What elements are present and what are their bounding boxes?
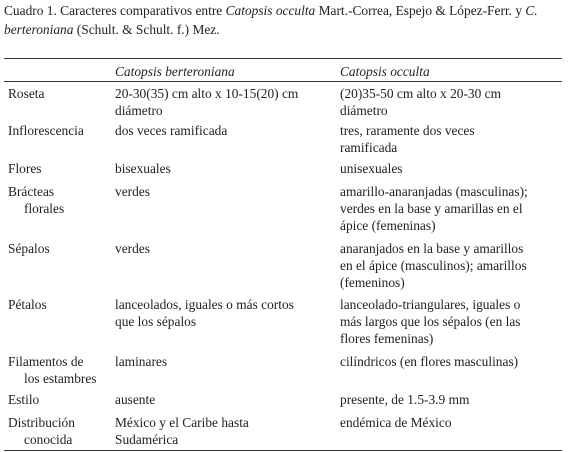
occulta-value-line: verdes en la base y amarillas en el xyxy=(340,201,523,216)
table-top-rule xyxy=(4,58,562,59)
characteristic-line: florales xyxy=(24,201,65,216)
table-caption xyxy=(4,1,564,39)
occulta-value-line: lanceolado-triangulares, iguales o xyxy=(340,297,521,312)
occulta-value-line: flores femeninas) xyxy=(340,331,434,346)
berteroniana-value-line: diámetro xyxy=(115,103,163,118)
berteroniana-value-line: laminares xyxy=(115,354,168,369)
occulta-value-line: amarillo-anaranjadas (masculinas); xyxy=(340,184,528,199)
caption-species-1: Catopsis occulta xyxy=(225,3,316,18)
caption-mid: Mart.-Correa, Espejo & López-Ferr. y xyxy=(315,3,526,18)
header-rule xyxy=(4,81,562,82)
berteroniana-value-line: verdes xyxy=(115,184,150,199)
table-bottom-rule xyxy=(4,450,562,451)
berteroniana-value-line: ausente xyxy=(115,392,156,407)
caption-species-2: C. berteroniana xyxy=(4,3,538,37)
characteristic-line: Pétalos xyxy=(8,297,47,312)
header-catopsis-occulta: Catopsis occulta xyxy=(340,64,430,79)
occulta-value-line: ápice (femeninas) xyxy=(340,218,436,233)
occulta-value-line: ramificada xyxy=(340,140,398,155)
berteroniana-value-line: Sudamérica xyxy=(115,432,179,447)
occulta-value-line: en el ápice (masculinos); amarillos xyxy=(340,258,527,273)
characteristic-line: Flores xyxy=(8,161,42,176)
occulta-value-line: diámetro xyxy=(340,103,388,118)
occulta-value-line: cilíndricos (en flores masculinas) xyxy=(340,354,519,369)
occulta-value-line: (femeninos) xyxy=(340,275,405,290)
occulta-value-line: endémica de México xyxy=(340,415,452,430)
occulta-value-line: anaranjados en la base y amarillos xyxy=(340,241,524,256)
characteristic-line: Inflorescencia xyxy=(8,123,84,138)
occulta-value-line: presente, de 1.5-3.9 mm xyxy=(340,392,470,407)
berteroniana-value-line: bisexuales xyxy=(115,161,171,176)
occulta-value-line: tres, raramente dos veces xyxy=(340,123,475,138)
characteristic-line: Roseta xyxy=(8,86,45,101)
occulta-value-line: unisexuales xyxy=(340,161,403,176)
berteroniana-value-line: México y el Caribe hasta xyxy=(115,415,249,430)
berteroniana-value-line: lanceolados, iguales o más cortos xyxy=(115,297,294,312)
berteroniana-value-line: dos veces ramificada xyxy=(115,123,228,138)
occulta-value-line: más largos que los sépalos (en las xyxy=(340,314,521,329)
caption-lead: Cuadro 1. Caracteres comparativos entre xyxy=(4,3,226,18)
berteroniana-value-line: que los sépalos xyxy=(115,314,197,329)
characteristic-line: Estilo xyxy=(8,392,40,407)
caption-tail: (Schult. & Schult. f.) Mez. xyxy=(73,22,220,37)
berteroniana-value-line: 20-30(35) cm alto x 10-15(20) cm xyxy=(115,86,299,101)
occulta-value-line: (20)35-50 cm alto x 20-30 cm xyxy=(340,86,502,101)
header-catopsis-berteroniana: Catopsis berteroniana xyxy=(115,64,235,79)
berteroniana-value-line: verdes xyxy=(115,241,150,256)
characteristic-line: Filamentos de xyxy=(8,354,84,369)
characteristic-line: Sépalos xyxy=(8,241,50,256)
characteristic-line: Brácteas xyxy=(8,184,55,199)
characteristic-line: los estambres xyxy=(24,371,97,386)
characteristic-line: Distribución xyxy=(8,415,75,430)
characteristic-line: conocida xyxy=(24,432,73,447)
